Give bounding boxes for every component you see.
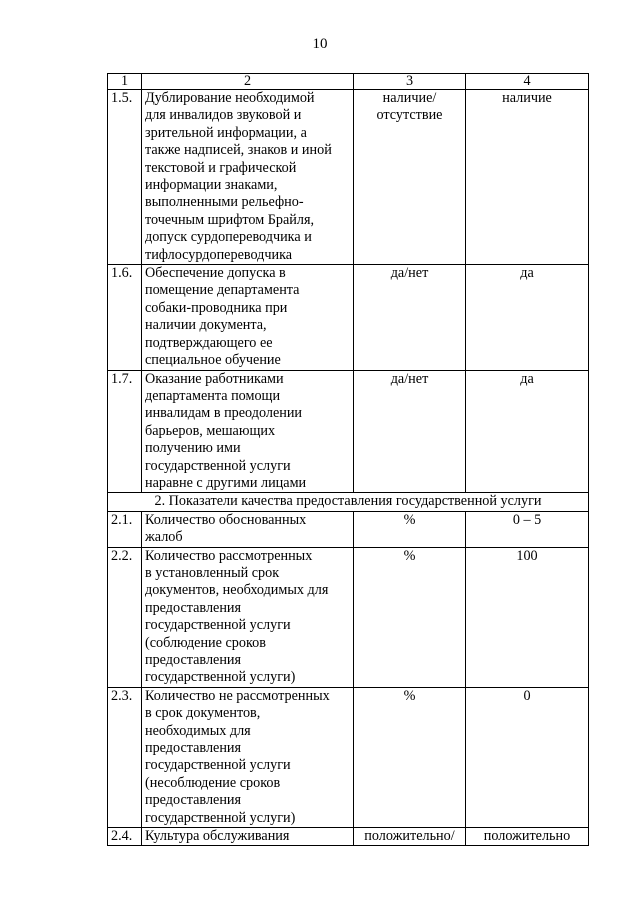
indicator-unit: %	[354, 547, 466, 687]
table-row	[108, 687, 589, 827]
indicator-name: Культура обслуживания	[142, 828, 354, 846]
header-cell-1: 1	[108, 74, 142, 90]
indicator-value: 0 – 5	[466, 511, 589, 547]
indicator-value: положительно	[466, 828, 589, 846]
indicators-table	[107, 73, 589, 846]
section-row	[108, 493, 589, 511]
indicator-name: Дублирование необходимой для инвалидов звуковой и зрительной информации, а также надписей, знаков и иной текстовой и графической информации знаками, выполненными рельефно- точечным шрифтом Брайля, допуск сурдопереводчика и тифлосурдопереводчика	[142, 90, 354, 265]
indicator-name: Обеспечение допуска в помещение департамента собаки-проводника при наличии документа, подтверждающего ее специальное обучение	[142, 265, 354, 370]
table-row	[108, 547, 589, 687]
row-number: 1.7.	[108, 370, 142, 493]
indicator-unit: положительно/	[354, 828, 466, 846]
indicator-name: Количество не рассмотренных в срок документов, необходимых для предоставления государственной услуги (несоблюдение сроков предоставления государственной услуги)	[142, 687, 354, 827]
indicator-value: 100	[466, 547, 589, 687]
row-number: 2.3.	[108, 687, 142, 827]
indicator-unit: да/нет	[354, 265, 466, 370]
table-row	[108, 265, 589, 370]
header-cell-2: 2	[142, 74, 354, 90]
row-number: 2.4.	[108, 828, 142, 846]
row-number: 2.2.	[108, 547, 142, 687]
row-number: 2.1.	[108, 511, 142, 547]
indicator-unit: %	[354, 511, 466, 547]
table-header-row	[108, 74, 589, 90]
indicator-value: 0	[466, 687, 589, 827]
indicator-name: Оказание работниками департамента помощи инвалидам в преодолении барьеров, мешающих получению ими государственной услуги наравне с другими лицами	[142, 370, 354, 493]
indicator-unit: %	[354, 687, 466, 827]
indicator-unit: наличие/ отсутствие	[354, 90, 466, 265]
indicator-name: Количество рассмотренных в установленный срок документов, необходимых для предоставления государственной услуги (соблюдение сроков предоставления государственной услуги)	[142, 547, 354, 687]
indicator-value: да	[466, 370, 589, 493]
table-row	[108, 90, 589, 265]
table-row	[108, 370, 589, 493]
header-cell-3: 3	[354, 74, 466, 90]
section-title: 2. Показатели качества предоставления государственной услуги	[108, 493, 589, 511]
indicator-value: наличие	[466, 90, 589, 265]
indicator-value: да	[466, 265, 589, 370]
indicator-name: Количество обоснованных жалоб	[142, 511, 354, 547]
table-row	[108, 511, 589, 547]
row-number: 1.6.	[108, 265, 142, 370]
table-row	[108, 828, 589, 846]
indicator-unit: да/нет	[354, 370, 466, 493]
row-number: 1.5.	[108, 90, 142, 265]
page-number: 10	[312, 36, 328, 52]
header-cell-4: 4	[466, 74, 589, 90]
